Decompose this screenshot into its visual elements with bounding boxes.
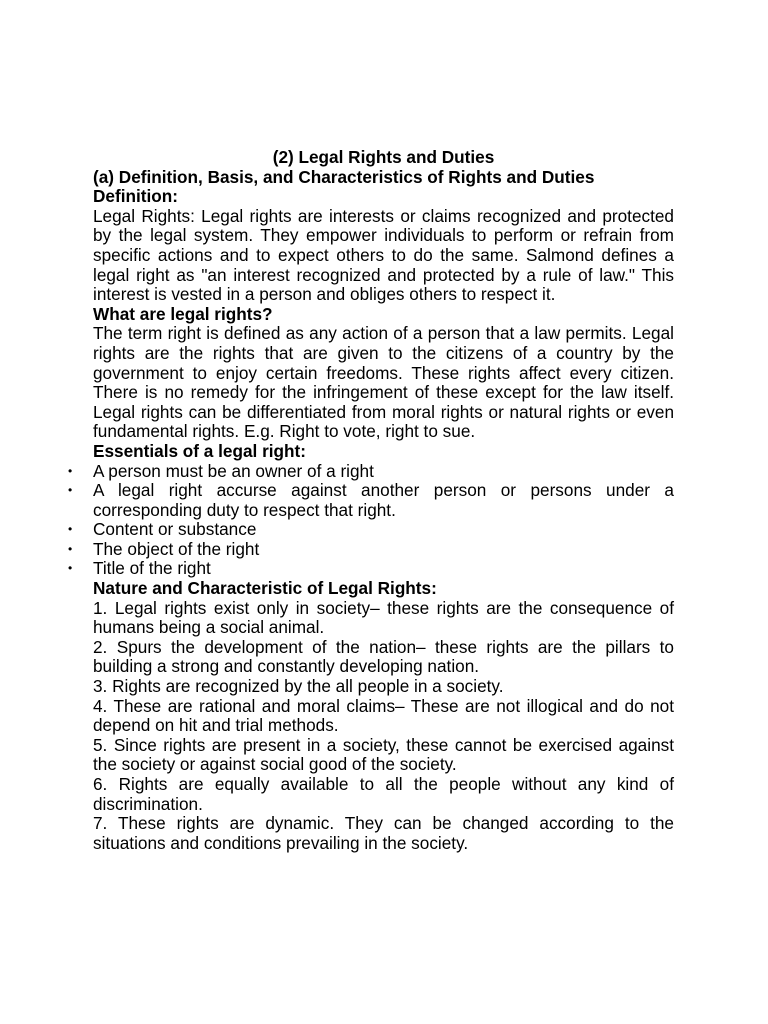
list-item bbox=[68, 460, 674, 482]
list-item-text: Title of the right bbox=[93, 558, 211, 579]
nature-item: 5. Since rights are present in a society, these cannot be exercised against the society or against social good of the society. bbox=[93, 734, 674, 775]
bullet-icon: • bbox=[68, 541, 73, 556]
essentials-heading: Essentials of a legal right: bbox=[93, 440, 306, 461]
list-item bbox=[68, 538, 674, 560]
what-are-legal-rights-heading: What are legal rights? bbox=[93, 303, 273, 324]
what-are-legal-rights-paragraph: The term right is defined as any action of a person that a law permits. Legal rights are the rights that are given to the citizens of a country by the government to enjoy certain freedoms. These rights affect every citizen. There is no remedy for the infringement of these except for the law itself. Legal rights can be differentiated from moral rights or natural rights or even fundamental rights. E.g. Right to vote, right to sue. bbox=[93, 323, 674, 442]
definition-paragraph: Legal Rights: Legal rights are interests or claims recognized and protected by the legal system. They empower individuals to perform or refrain from specific actions and to expect others to do the same. Salmond defines a legal right as "an interest recognized and protected by a rule of law." This interest is vested in a person and obliges others to respect it. bbox=[93, 205, 674, 305]
bullet-icon: • bbox=[68, 522, 73, 537]
list-item-text: A legal right accurse against another person or persons under a corresponding duty to respect that right. bbox=[93, 480, 674, 520]
list-item bbox=[68, 519, 674, 540]
section-heading: (a) Definition, Basis, and Characteristics of Rights and Duties bbox=[93, 166, 595, 187]
bullet-icon: • bbox=[68, 483, 73, 498]
list-item-text: Content or substance bbox=[93, 519, 257, 540]
document-page bbox=[68, 147, 674, 853]
nature-item: 6. Rights are equally available to all the people without any kind of discrimination. bbox=[93, 774, 674, 814]
nature-item: 3. Rights are recognized by the all people in a society. bbox=[93, 676, 504, 697]
nature-item: 4. These are rational and moral claims– These are not illogical and do not depend on hit and trial methods. bbox=[93, 695, 674, 736]
essentials-list bbox=[68, 460, 674, 580]
nature-item: 2. Spurs the development of the nation– these rights are the pillars to building a strong and constantly developing nation. bbox=[93, 636, 674, 677]
document-title: (2) Legal Rights and Duties bbox=[272, 147, 495, 167]
list-item bbox=[68, 558, 674, 579]
list-item bbox=[68, 480, 674, 520]
bullet-icon: • bbox=[68, 463, 73, 478]
bullet-icon: • bbox=[68, 561, 73, 576]
nature-item: 7. These rights are dynamic. They can be changed according to the situations and conditions prevailing in the society. bbox=[93, 813, 674, 853]
list-item-text: A person must be an owner of a right bbox=[93, 460, 374, 481]
nature-item: 1. Legal rights exist only in society– these rights are the consequence of humans being a social animal. bbox=[93, 597, 674, 638]
definition-heading: Definition: bbox=[93, 186, 178, 207]
nature-heading: Nature and Characteristic of Legal Rights: bbox=[93, 578, 437, 599]
list-item-text: The object of the right bbox=[93, 538, 260, 559]
